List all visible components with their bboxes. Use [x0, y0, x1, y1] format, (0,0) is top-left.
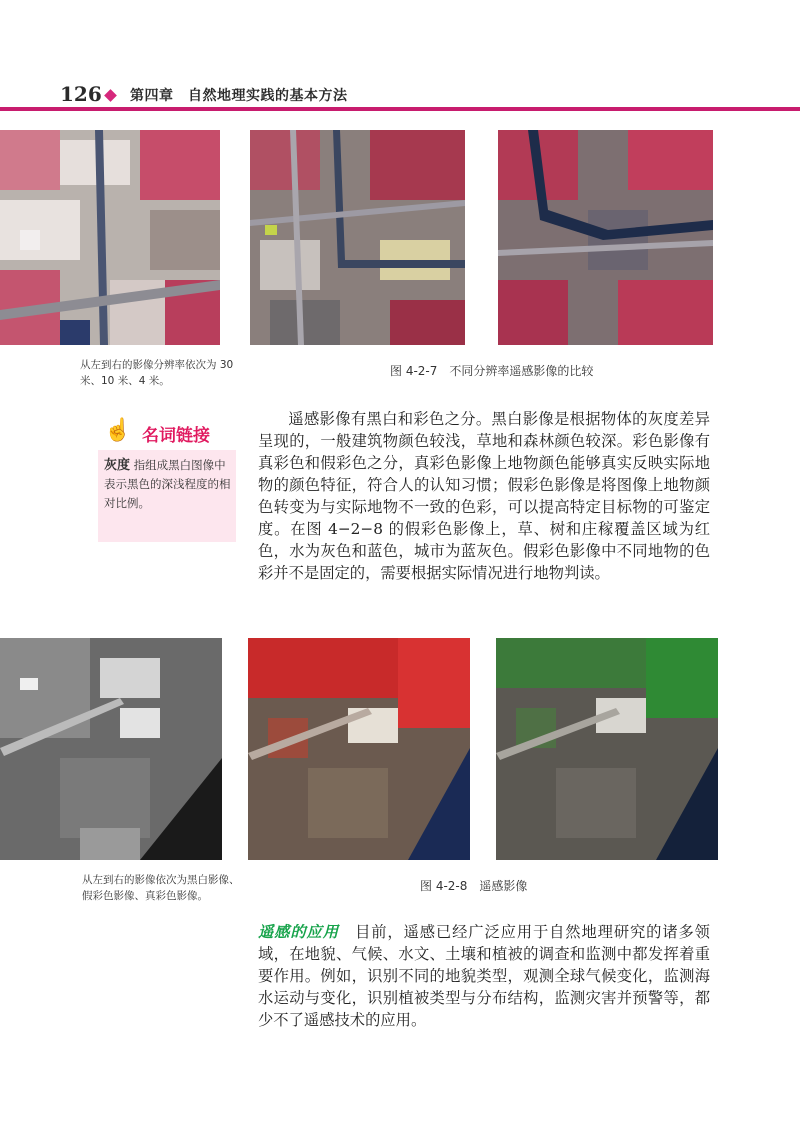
term-keyword: 灰度: [104, 458, 131, 473]
diamond-bullet-icon: [104, 89, 117, 102]
figure-427-title: 不同分辨率遥感影像的比较: [449, 364, 594, 378]
false-color-image: [248, 638, 470, 860]
figure-428-side-caption: 从左到右的影像依次为黑白影像、假彩色影像、真彩色影像。: [82, 874, 240, 902]
term-definition: [104, 456, 232, 513]
chapter-title: 第四章 自然地理实践的基本方法: [130, 88, 348, 104]
page-number: 126: [60, 82, 102, 106]
term-definition-text: 指组成黑白图像中表示黑色的深浅程度的相对比例。: [104, 458, 231, 510]
figure-427-side-caption: 从左到右的影像分辨率依次为 30 米、10 米、4 米。: [80, 359, 234, 387]
figure-428-title: 遥感影像: [479, 879, 528, 893]
satellite-image-10m: [250, 130, 465, 345]
pointing-hand-icon: ☝: [104, 418, 132, 443]
figure-428-label: 图 4-2-8: [420, 879, 468, 893]
satellite-image-4m: [498, 130, 713, 345]
paragraph-remote-sensing-applications: 遥感的应用 目前，遥感已经广泛应用于自然地理研究的诸多领域，在地貌、气候、水文、土壤和植被的调查和监测中都发挥着重要作用。例如，识别不同的地貌类型，观测全球气候变化，监测海水运动与变化，识别植被类型与分布结构，监测灾害并预警等，都少不了遥感技术的应用。: [258, 923, 710, 1029]
grayscale-image: [0, 638, 222, 860]
figure-428-caption: [420, 877, 527, 894]
figure-427-caption: [390, 362, 593, 379]
figure-427-label: 图 4-2-7: [390, 364, 438, 378]
true-color-image: [496, 638, 718, 860]
paragraph-grayscale-color: 遥感影像有黑白和彩色之分。黑白影像是根据物体的灰度差异呈现的，一般建筑物颜色较浅，草地和森林颜色较深。彩色影像有真彩色和假彩色之分，真彩色影像上地物颜色能够真实反映实际地物的颜色特征，符合人的认知习惯；假彩色影像是将图像上地物颜色转变为与实际地物不一致的色彩，可以提高特定目标物的可鉴定度。在图 4−2−8 的假彩色影像上，草、树和庄稼覆盖区域为红色，水为灰色和蓝色，城市为蓝灰色。假彩色影像中不同地物的色彩并不是固定的，需要根据实际情况进行地物判读。: [258, 410, 710, 582]
term-link-title: 名词链接: [142, 426, 210, 446]
paragraph-lead: 遥感的应用: [258, 923, 339, 941]
satellite-image-30m: [0, 130, 220, 345]
term-link-heading: [104, 418, 244, 446]
header-rule: [0, 107, 800, 111]
